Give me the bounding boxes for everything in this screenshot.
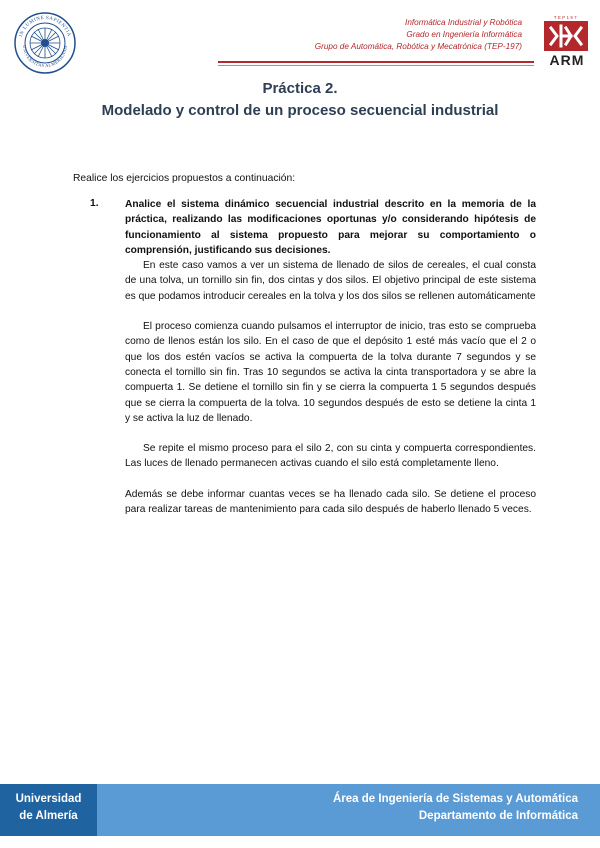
footer-department-block (97, 784, 600, 836)
answer-paragraph-3: Se repite el mismo proceso para el silo 2, con su cinta y compuerta correspondientes. Las luces de llenado permanecen activas cuando el silo está completamente lleno. (125, 443, 536, 470)
course-name: Informática Industrial y Robótica (405, 18, 522, 27)
answer-paragraph-4: Además se debe informar cuantas veces se ha llenado cada silo. Se detiene el proceso para realizar tareas de mantenimiento para cada silo después de haberlo llenado 5 veces. (125, 488, 536, 516)
intro-text: Realice los ejercicios propuestos a continuación: (73, 173, 296, 184)
footer-university-line2: de Almería (19, 810, 78, 822)
document-title-line2: Modelado y control de un proceso secuencial industrial (101, 102, 499, 119)
header-rule-gray (218, 65, 534, 66)
exercise-number: 1. (90, 198, 99, 209)
arm-logo-mark-icon (543, 14, 589, 52)
footer-department-name: Departamento de Informática (418, 810, 578, 822)
answer-paragraph-2: El proceso comienza cuando pulsamos el interruptor de inicio, tras esto se comprueba como de llenos están los silo. En el caso de que el depósito 1 esté más vacío que el 2 o que los dos estén vacíos se activa la compuerta de la tolva durante 7 segundos y se conecta el tornillo sin fin. Tras 10 segundos se activa la cinta transportadora y se abre la compuerta 1. Se detiene el tornillo sin fin y se cierra la compuerta 1 5 segundos después que se cierra la compuerta de la tolva. 10 segundos después de esto se detiene la cinta 1 y se activa la luz de llenado. (125, 321, 536, 424)
footer-university-line1: Universidad (15, 793, 82, 805)
degree-name: Grado en Ingeniería Informática (406, 30, 522, 39)
seal-top-text: IN LUMINE SAPIENTIA (18, 15, 72, 38)
university-seal-logo (14, 12, 76, 74)
document-title-line1: Práctica 2. (262, 80, 338, 97)
answer-paragraph-1: En este caso vamos a ver un sistema de llenado de silos de cereales, el cual consta de una tolva, un tornillo sin fin, dos cintas y dos silos. El objetivo principal de este sistema es que podamos introducir cereales en la tolva y los dos silos se rellenen automáticamente (125, 260, 536, 302)
page-footer (0, 784, 600, 836)
arm-logo-word: ARM (549, 52, 585, 68)
seal-bottom-text: UNIVERSITAS ALMERIENSIS (21, 44, 69, 69)
header-rule-red (218, 61, 534, 63)
research-group-name: Grupo de Automática, Robótica y Mecatrónica (TEP-197) (314, 42, 522, 51)
arm-group-logo (543, 14, 591, 72)
exercise-content (125, 197, 536, 517)
header-text-block (315, 17, 522, 53)
arm-logo-small-text: TEP197 (553, 15, 579, 20)
footer-university-block (0, 784, 97, 836)
footer-area-name: Área de Ingeniería de Sistemas y Automática (333, 793, 578, 805)
exercise-question: Analice el sistema dinámico secuencial industrial descrito en la memoria de la práctica, realizando las modificaciones oportunas y/o considerando hipótesis de funcionamiento al sistema propuesto para mejorar su comportamiento o comprensión, justificando sus decisiones. (125, 199, 536, 256)
